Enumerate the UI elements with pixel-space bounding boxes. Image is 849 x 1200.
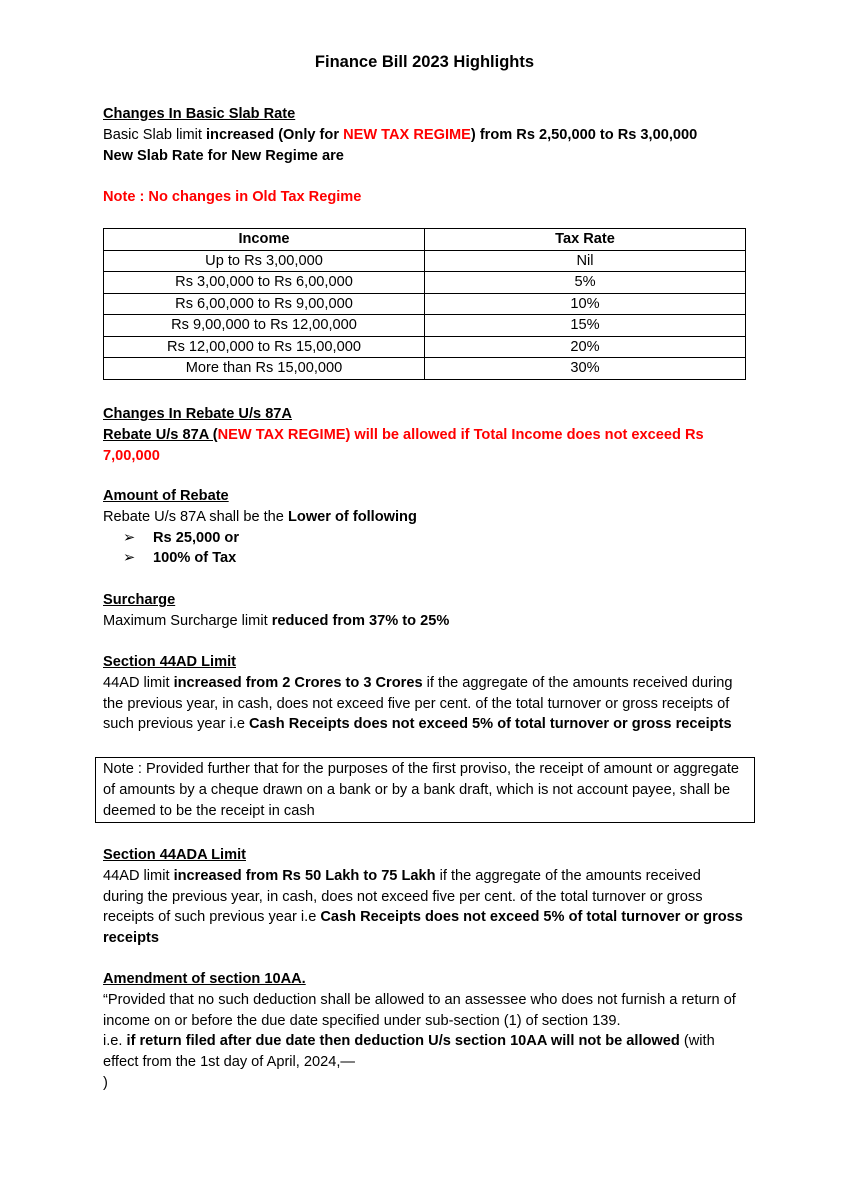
list-item bbox=[123, 548, 753, 569]
s44ada-heading: Section 44ADA Limit bbox=[103, 847, 246, 863]
slab-line1-bold: increased (Only for bbox=[206, 126, 344, 143]
slab-line1-bold-2: ) from Rs 2,50,000 to Rs 3,00,000 bbox=[470, 126, 698, 143]
amount-heading: Amount of Rebate bbox=[103, 488, 229, 504]
table-header-row bbox=[104, 229, 746, 251]
table-cell-income: Rs 6,00,000 to Rs 9,00,000 bbox=[104, 293, 425, 315]
table-row bbox=[104, 315, 746, 337]
s44ad-bold-2: Cash Receipts does not exceed 5% of total turnover or gross receipts bbox=[249, 716, 732, 733]
table-cell-income: Rs 9,00,000 to Rs 12,00,000 bbox=[104, 315, 425, 337]
s10aa-quote: “Provided that no such deduction shall be allowed to an assessee who does not furnish a return of income on or before the due date specified under sub-section (1) of section 139. bbox=[103, 991, 736, 1029]
table-cell-rate: 20% bbox=[425, 336, 746, 358]
s44ada-section bbox=[103, 845, 743, 949]
s44ad-paragraph bbox=[103, 673, 743, 735]
surcharge-line bbox=[103, 611, 753, 632]
surcharge-heading: Surcharge bbox=[103, 592, 176, 608]
s44ad-mid: if the aggregate of the amounts received during the previous year, in cash, does not exceed five per cent. of the total turnover or gross receipts of such previous year i.e bbox=[103, 674, 733, 733]
table-header-income: Income bbox=[104, 229, 425, 251]
table-cell-rate: 5% bbox=[425, 272, 746, 294]
table-row bbox=[104, 336, 746, 358]
tax-slab-table bbox=[103, 228, 746, 380]
s10aa-ie-line bbox=[103, 1031, 748, 1073]
surcharge-section bbox=[103, 590, 753, 632]
rebate-heading: Changes In Rebate U/s 87A bbox=[103, 406, 292, 422]
s44ad-section bbox=[103, 652, 743, 735]
slab-line-1 bbox=[103, 125, 753, 146]
table-cell-rate: Nil bbox=[425, 250, 746, 272]
s44ada-bold-1: increased from Rs 50 Lakh to 75 Lakh bbox=[173, 867, 436, 884]
table-row bbox=[104, 250, 746, 272]
table-cell-rate: 10% bbox=[425, 293, 746, 315]
s44ad-pre: 44AD limit bbox=[103, 674, 174, 691]
s10aa-section bbox=[103, 969, 748, 1094]
rebate-line bbox=[103, 425, 733, 467]
surcharge-line-pre: Maximum Surcharge limit bbox=[103, 612, 272, 629]
table-row bbox=[104, 358, 746, 380]
s10aa-ie-post: (with effect from the 1st day of April, 2024,— bbox=[103, 1033, 715, 1071]
s44ad-heading: Section 44AD Limit bbox=[103, 654, 236, 670]
slab-heading: Changes In Basic Slab Rate bbox=[103, 106, 296, 122]
s10aa-close: ) bbox=[103, 1074, 108, 1091]
table-cell-income: Rs 3,00,000 to Rs 6,00,000 bbox=[104, 272, 425, 294]
slab-line1-pre: Basic Slab limit bbox=[103, 126, 206, 143]
s44ada-pre: 44AD limit bbox=[103, 867, 174, 884]
bullet-text: 100% of Tax bbox=[153, 550, 237, 567]
slab-line-2: New Slab Rate for New Regime are bbox=[103, 147, 344, 164]
table-row bbox=[104, 293, 746, 315]
s44ad-bold-1: increased from 2 Crores to 3 Crores bbox=[173, 674, 423, 691]
s44ad-note-box bbox=[95, 757, 755, 823]
table-cell-income: Up to Rs 3,00,000 bbox=[104, 250, 425, 272]
s44ada-mid: if the aggregate of the amounts received during the previous year, in cash, does not exceed five per cent. of the total turnover or gross receipts of such previous year i.e bbox=[103, 867, 703, 926]
slab-line1-red: NEW TAX REGIME bbox=[343, 126, 471, 143]
page-title: Finance Bill 2023 Highlights bbox=[314, 53, 535, 71]
rebate-line-red: NEW TAX REGIME) will be allowed if Total Income does not exceed Rs 7,00,000 bbox=[103, 426, 704, 464]
list-item bbox=[123, 528, 753, 549]
table-row bbox=[104, 272, 746, 294]
s10aa-heading: Amendment of section 10AA. bbox=[103, 971, 306, 987]
arrow-bullet-icon: ➢ bbox=[123, 550, 136, 567]
slab-section bbox=[103, 104, 753, 208]
rebate-section bbox=[103, 404, 733, 466]
table-cell-income: Rs 12,00,000 to Rs 15,00,000 bbox=[104, 336, 425, 358]
amount-line-pre: Rebate U/s 87A shall be the bbox=[103, 508, 288, 525]
arrow-bullet-icon: ➢ bbox=[123, 529, 136, 546]
table-cell-income: More than Rs 15,00,000 bbox=[104, 358, 425, 380]
rebate-line-pre: Rebate U/s 87A ( bbox=[103, 426, 218, 443]
s44ada-bold-2: Cash Receipts does not exceed 5% of total turnover or gross receipts bbox=[103, 909, 743, 947]
s44ad-note-text: Note : Provided further that for the purposes of the first proviso, the receipt of amount or aggregate of amounts by a cheque drawn on a bank or by a bank draft, which is not account payee, shall be deemed to be the receipt in cash bbox=[103, 761, 739, 819]
s10aa-ie-bold: if return filed after due date then deduction U/s section 10AA will not be allowed bbox=[126, 1033, 680, 1050]
amount-line-bold: Lower of following bbox=[287, 508, 417, 525]
s10aa-ie-pre: i.e. bbox=[103, 1033, 127, 1050]
amount-section bbox=[103, 486, 753, 569]
bullet-text: Rs 25,000 or bbox=[153, 529, 239, 546]
table-cell-rate: 15% bbox=[425, 315, 746, 337]
amount-bullets bbox=[103, 528, 753, 570]
slab-note: Note : No changes in Old Tax Regime bbox=[103, 189, 362, 206]
amount-line bbox=[103, 507, 753, 528]
table-cell-rate: 30% bbox=[425, 358, 746, 380]
s44ada-paragraph bbox=[103, 866, 743, 949]
table-header-tax-rate: Tax Rate bbox=[425, 229, 746, 251]
surcharge-line-bold: reduced from 37% to 25% bbox=[271, 612, 450, 629]
